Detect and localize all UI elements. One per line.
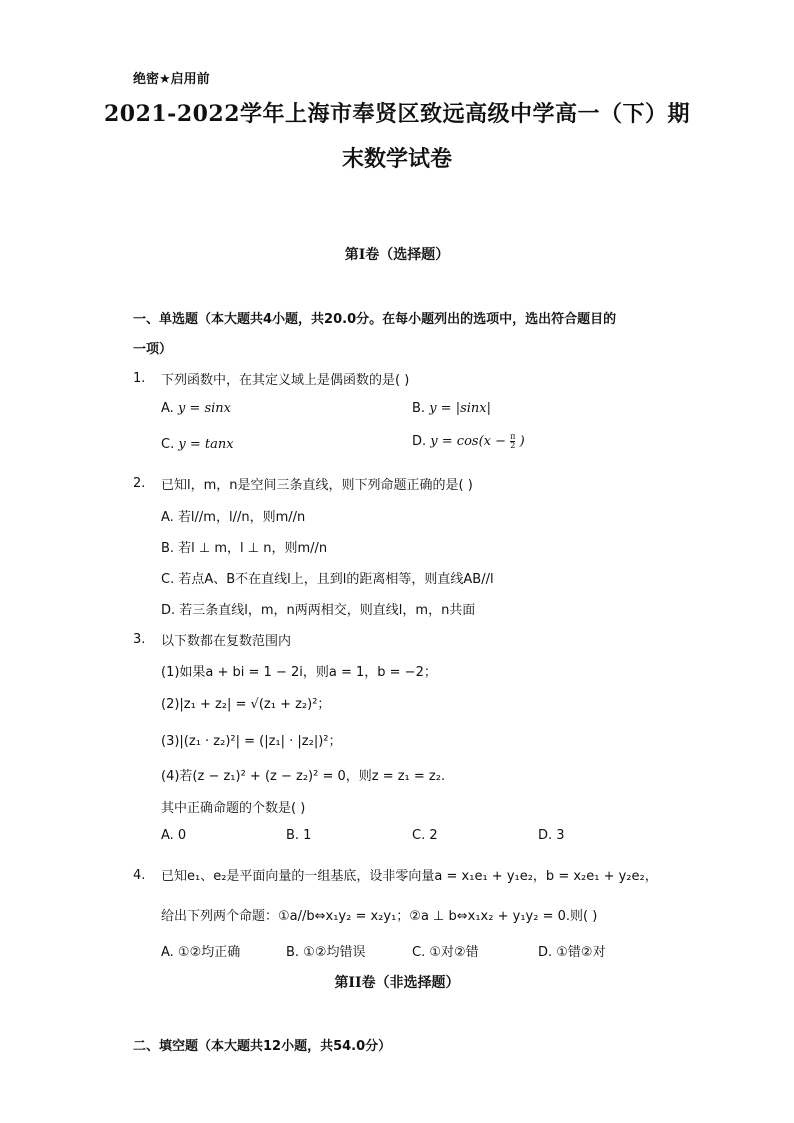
exam-title-line1: 2021-2022学年上海市奉贤区致远高级中学高一（下）期 bbox=[103, 101, 691, 127]
option-c bbox=[161, 437, 234, 452]
option-b: B. 1 bbox=[286, 828, 312, 843]
question-line2: 给出下列两个命题：①a//b⇔x₁y₂ = x₂y₁；②a ⊥ b⇔x₁x₂ + y₁y₂ = 0.则( ) bbox=[161, 909, 598, 924]
option-text: y = tanx bbox=[178, 437, 234, 452]
fraction bbox=[510, 433, 515, 450]
question-stem: 下列函数中，在其定义域上是偶函数的是( ) bbox=[161, 373, 410, 388]
option-b: B. 若l ⊥ m，l ⊥ n，则m//n bbox=[161, 541, 328, 556]
section-one-heading-line1: 一、单选题（本大题共4小题，共20.0分。在每小题列出的选项中，选出符合题目的 bbox=[133, 312, 617, 327]
fraction-denominator: 2 bbox=[510, 441, 516, 450]
option-a: A. ①②均正确 bbox=[161, 945, 241, 960]
section-two-heading: 二、填空题（本大题共12小题，共54.0分） bbox=[133, 1039, 392, 1054]
option-d: D. 若三条直线l，m，n两两相交，则直线l，m，n共面 bbox=[161, 603, 476, 618]
statement-2: (2)|z₁ + z₂| = √(z₁ + z₂)²； bbox=[161, 697, 331, 712]
fraction-numerator: π bbox=[510, 432, 516, 441]
question-number: 3. bbox=[133, 632, 146, 647]
option-d: D. ①错②对 bbox=[538, 945, 606, 960]
question-number: 1. bbox=[133, 371, 146, 386]
option-text-pre: y = cos(x − bbox=[430, 434, 507, 449]
question-number: 4. bbox=[133, 868, 146, 883]
option-label: C. bbox=[161, 437, 175, 452]
option-d bbox=[412, 433, 525, 450]
option-b bbox=[412, 401, 491, 416]
volume-one-heading: 第I卷（选择题） bbox=[344, 247, 450, 263]
option-label: B. bbox=[412, 401, 426, 416]
question-ask: 其中正确命题的个数是( ) bbox=[161, 801, 306, 816]
option-c: C. ①对②错 bbox=[412, 945, 479, 960]
option-text: y = sinx bbox=[177, 401, 231, 416]
secret-label: 绝密★启用前 bbox=[133, 72, 210, 87]
option-a bbox=[161, 401, 231, 416]
option-a: A. 若l//m，l//n，则m//n bbox=[161, 510, 306, 525]
statement-1: (1)如果a + bi = 1 − 2i，则a = 1，b = −2； bbox=[161, 665, 437, 680]
option-a: A. 0 bbox=[161, 828, 187, 843]
option-label: A. bbox=[161, 401, 174, 416]
exam-title-line2: 末数学试卷 bbox=[341, 146, 452, 172]
question-stem: 以下数都在复数范围内 bbox=[161, 634, 292, 649]
option-text: y = |sinx| bbox=[429, 401, 491, 416]
option-label: D. bbox=[412, 434, 427, 449]
statement-4: (4)若(z − z₁)² + (z − z₂)² = 0，则z = z₁ = z₂. bbox=[161, 769, 446, 784]
question-stem: 已知l，m，n是空间三条直线，则下列命题正确的是( ) bbox=[161, 478, 473, 493]
volume-two-heading: 第II卷（非选择题） bbox=[334, 975, 460, 991]
question-number: 2. bbox=[133, 476, 146, 491]
option-c: C. 若点A、B不在直线l上，且到l的距离相等，则直线AB//l bbox=[161, 572, 494, 587]
section-one-heading-line2: 一项） bbox=[133, 342, 173, 357]
question-stem: 已知e₁、e₂是平面向量的一组基底，设非零向量a = x₁e₁ + y₁e₂，b = x₂e₁ + y₂e₂， bbox=[161, 869, 658, 884]
option-c: C. 2 bbox=[412, 828, 438, 843]
statement-3: (3)|(z₁ · z₂)²| = (|z₁| · |z₂|)²； bbox=[161, 734, 342, 749]
option-d: D. 3 bbox=[538, 828, 565, 843]
option-b: B. ①②均错误 bbox=[286, 945, 366, 960]
option-text-post: ) bbox=[519, 434, 525, 449]
